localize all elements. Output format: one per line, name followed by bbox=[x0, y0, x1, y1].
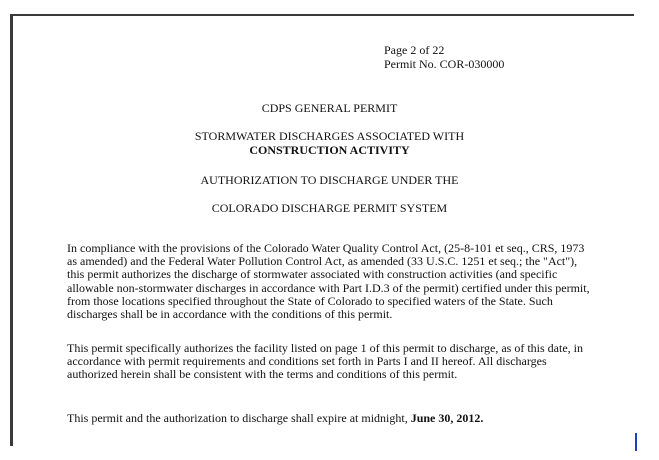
stormwater-title-line: STORMWATER DISCHARGES ASSOCIATED WITH bbox=[194, 129, 465, 143]
paragraph-line: This permit specifically authorizes the facility listed on page 1 of this permit to discharge, as of this date, in bbox=[67, 341, 583, 355]
expiration-date: June 30, 2012. bbox=[410, 411, 484, 425]
compliance-paragraph bbox=[67, 242, 612, 321]
expiration-paragraph bbox=[67, 412, 612, 425]
paragraph-line: this permit authorizes the discharge of stormwater associated with construction activities (and specific bbox=[67, 267, 558, 282]
paragraph-line: from those locations specified throughout the State of Colorado to specified waters of the State. Such bbox=[67, 293, 553, 308]
construction-activity-title: CONSTRUCTION ACTIVITY bbox=[249, 143, 410, 157]
page-top-border bbox=[10, 14, 634, 16]
paragraph-line: authorized herein shall be consistent with the terms and conditions of this permit. bbox=[67, 367, 458, 382]
permit-number-label: Permit No. COR-030000 bbox=[384, 56, 505, 71]
expiration-text: This permit and the authorization to discharge shall expire at midnight, bbox=[67, 411, 411, 425]
paragraph-line: allowable non-stormwater discharges in accordance with Part I.D.3 of the permit) certified under this permit, bbox=[67, 280, 590, 295]
paragraph-line: In compliance with the provisions of the Colorado Water Quality Control Act, (25-8-101 et seq., CRS, 1973 bbox=[67, 241, 585, 255]
paragraph-line: discharges shall be in accordance with the conditions of this permit. bbox=[67, 307, 393, 322]
discharge-system-title: COLORADO DISCHARGE PERMIT SYSTEM bbox=[211, 201, 448, 215]
page-header bbox=[384, 44, 504, 71]
general-permit-title: CDPS GENERAL PERMIT bbox=[261, 101, 398, 115]
text-cursor bbox=[635, 433, 637, 451]
expiration-line bbox=[67, 412, 612, 425]
authorization-paragraph bbox=[67, 342, 612, 382]
authorization-title: AUTHORIZATION TO DISCHARGE UNDER THE bbox=[200, 173, 459, 187]
page-left-border bbox=[10, 14, 13, 446]
paragraph-line: as amended) and the Federal Water Pollution Control Act, as amended (33 U.S.C. 1251 et seq.; the "Act"), bbox=[67, 254, 578, 269]
paragraph-line: accordance with permit requirements and conditions set forth in Parts I and II hereof. All discharges bbox=[67, 354, 547, 369]
page-number-label: Page 2 of 22 bbox=[384, 43, 445, 57]
